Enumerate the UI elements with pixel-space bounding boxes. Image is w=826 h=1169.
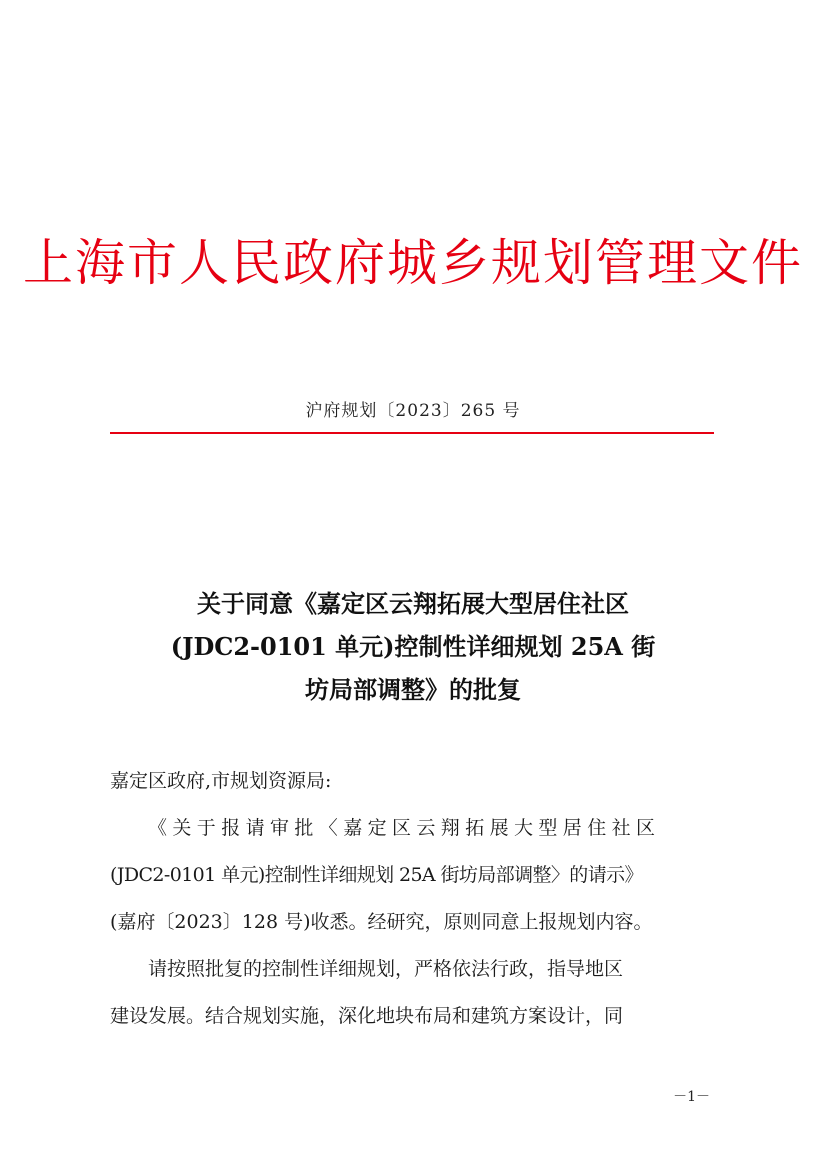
document-body (110, 758, 714, 1040)
paragraph-1 (110, 805, 714, 946)
addressee: 嘉定区政府,市规划资源局: (110, 770, 332, 792)
paragraph-2-line-1: 请按照批复的控制性详细规划，严格依法行政，指导地区 (148, 958, 624, 980)
paragraph-1-line-3: (嘉府〔2023〕128 号)收悉。经研究，原则同意上报规划内容。 (110, 911, 653, 933)
document-subject (130, 582, 696, 711)
document-header-title: 上海市人民政府城乡规划管理文件 (23, 234, 803, 292)
paragraph-2-line-2: 建设发展。结合规划实施，深化地块布局和建筑方案设计，同 (110, 1005, 624, 1027)
paragraph-2 (110, 946, 714, 1040)
header-red-rule (110, 432, 714, 434)
paragraph-1-line-1: 《关于报请审批〈嘉定区云翔拓展大型居住社区 (148, 817, 661, 839)
page-number: －1－ (673, 1089, 710, 1105)
subject-line-1: 关于同意《嘉定区云翔拓展大型居住社区 (197, 589, 629, 618)
paragraph-1-line-2: (JDC2-0101 单元)控制性详细规划 25A 街坊局部调整〉的请示》 (110, 864, 643, 886)
document-number: 沪府规划〔2023〕265 号 (305, 401, 521, 421)
subject-line-2: (JDC2-0101 单元)控制性详细规划 25A 街 (170, 632, 656, 661)
subject-line-3: 坊局部调整》的批复 (305, 675, 521, 704)
